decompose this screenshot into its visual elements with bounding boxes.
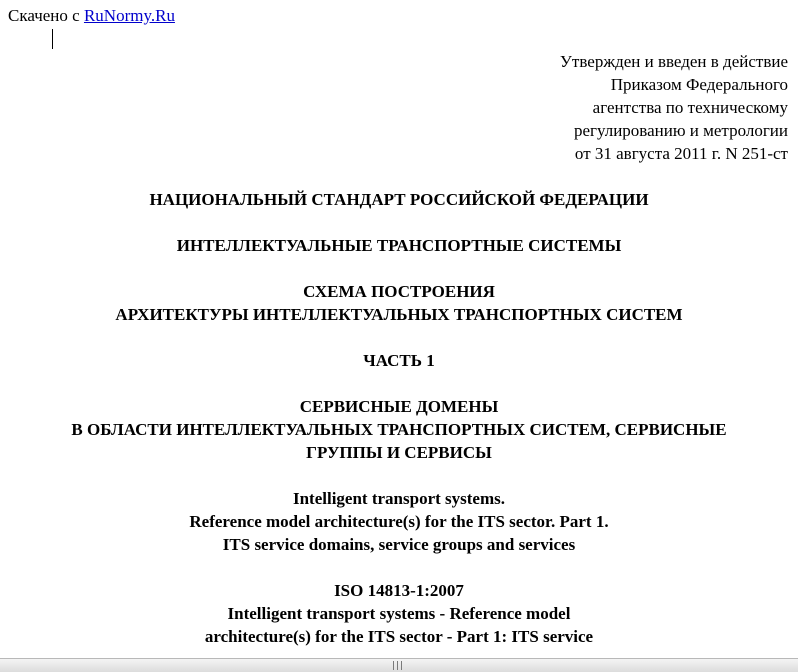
approval-line: Приказом Федерального bbox=[610, 75, 788, 94]
heading-line: НАЦИОНАЛЬНЫЙ СТАНДАРТ РОССИЙСКОЙ ФЕДЕРАЦИИ bbox=[149, 190, 649, 209]
heading-line: ISO 14813-1:2007 bbox=[334, 581, 464, 600]
iso-reference bbox=[0, 579, 798, 648]
heading-line: ITS service domains, service groups and services bbox=[222, 535, 576, 554]
service-domains-title bbox=[0, 395, 798, 464]
heading-line: В ОБЛАСТИ ИНТЕЛЛЕКТУАЛЬНЫХ ТРАНСПОРТНЫХ СИСТЕМ, СЕРВИСНЫЕ bbox=[71, 420, 727, 439]
heading-line: Intelligent transport systems. bbox=[292, 489, 505, 508]
heading-line: АРХИТЕКТУРЫ ИНТЕЛЛЕКТУАЛЬНЫХ ТРАНСПОРТНЫХ СИСТЕМ bbox=[115, 305, 683, 324]
part-title bbox=[0, 349, 798, 372]
horizontal-scrollbar[interactable] bbox=[0, 658, 798, 672]
heading-line: Reference model architecture(s) for the ITS sector. Part 1. bbox=[189, 512, 609, 531]
heading-line: СЕРВИСНЫЕ ДОМЕНЫ bbox=[299, 397, 499, 416]
approval-line: Утвержден и введен в действие bbox=[559, 52, 788, 71]
heading-line: Intelligent transport systems - Reference model bbox=[227, 604, 571, 623]
runormy-link[interactable]: RuNormy.Ru bbox=[83, 6, 175, 25]
its-title bbox=[0, 234, 798, 257]
approval-line: от 31 августа 2011 г. N 251-ст bbox=[574, 144, 788, 163]
source-prefix: Скачено с bbox=[8, 6, 84, 25]
text-cursor bbox=[52, 29, 53, 49]
heading-line: СХЕМА ПОСТРОЕНИЯ bbox=[303, 282, 495, 301]
source-line bbox=[8, 6, 175, 26]
approval-line: агентства по техническому bbox=[592, 98, 788, 117]
heading-line: architecture(s) for the ITS sector - Part 1: ITS service bbox=[204, 627, 594, 646]
approval-notice bbox=[468, 50, 788, 165]
approval-line: регулированию и метрологии bbox=[573, 121, 788, 140]
national-standard-title bbox=[0, 188, 798, 211]
heading-line: ИНТЕЛЛЕКТУАЛЬНЫЕ ТРАНСПОРТНЫЕ СИСТЕМЫ bbox=[176, 236, 622, 255]
scheme-title bbox=[0, 280, 798, 326]
english-title bbox=[0, 487, 798, 556]
heading-line: ЧАСТЬ 1 bbox=[363, 351, 435, 370]
scroll-grip-icon[interactable] bbox=[393, 661, 405, 670]
heading-line: ГРУППЫ И СЕРВИСЫ bbox=[306, 443, 492, 462]
